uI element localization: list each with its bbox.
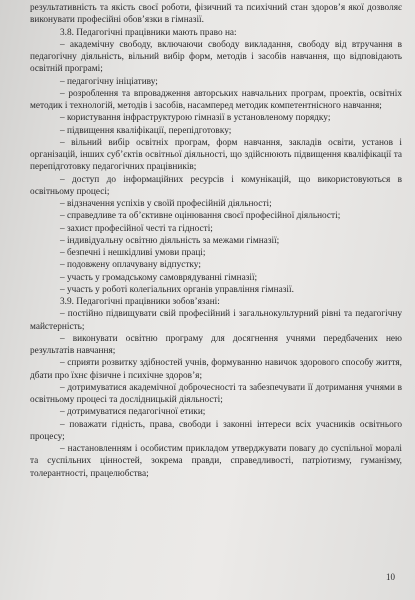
- paragraph: – доступ до інформаційних ресурсів і комунікацій, що використовуються в освітньому процесі;: [30, 174, 402, 197]
- paragraph: – постійно підвищувати свій професійний і загальнокультурний рівні та педагогічну майстерність;: [30, 309, 402, 332]
- paragraph: – користування інфраструктурою гімназії в установленому порядку;: [60, 113, 331, 124]
- document-body: [30, 2, 402, 480]
- paragraph: – дотримуватися педагогічної етики;: [60, 407, 206, 418]
- paragraph: – участь у роботі колегіальних органів управління гімназії.: [60, 284, 294, 295]
- paragraph: – сприяти розвитку здібностей учнів, формуванню навичок здорового способу життя, дбати про їхнє фізичне і психічне здоров’я;: [30, 358, 402, 381]
- paragraph: 3.8. Педагогічні працівники мають право на:: [60, 27, 237, 38]
- paragraph: – справедливе та об’єктивне оцінювання своєї професійної діяльності;: [60, 211, 341, 222]
- paragraph: – поважати гідність, права, свободи і законні інтереси всіх учасників освітнього процесу;: [30, 419, 402, 442]
- paragraph: 3.9. Педагогічні працівники зобов’язані:: [60, 297, 220, 307]
- paragraph: – відзначення успіхів у своїй професійній діяльності;: [60, 199, 272, 209]
- paragraph: – настановленням і особистим прикладом утверджувати повагу до суспільної моралі та суспільних цінностей, зокрема правди, справедливості, патріотизму, гуманізму, толерантності, працелюбства;: [30, 444, 402, 479]
- paragraph: – розроблення та впровадження авторських навчальних програм, проектів, освітніх методик і технологій, методів і засобів, насамперед методик компетентнісного навчання;: [30, 88, 402, 111]
- paragraph: – вільний вибір освітніх програм, форм навчання, закладів освіти, установ і організацій, інших суб’єктів освітньої діяльності, що здійснюють підвищення кваліфікації та перепідготовку педагогічних працівників;: [30, 137, 402, 173]
- paragraph: – педагогічну ініціативу;: [60, 76, 158, 87]
- paragraph: – захист професійної честі та гідності;: [60, 223, 213, 234]
- paragraph: – академічну свободу, включаючи свободу викладання, свободу від втручання в педагогічну діяльність, вільний вибір форм, методів і засобів навчання, що відповідають освітній програмі;: [30, 39, 402, 75]
- paragraph: – дотримуватися академічної доброчесності та забезпечувати її дотримання учнями в освітньому процесі та дослідницькій діяльності;: [30, 382, 402, 405]
- paragraph: – подовжену оплачувану відпустку;: [60, 260, 201, 271]
- page-number: 10: [386, 572, 395, 582]
- paragraph: – виконувати освітню програму для досягнення учнями передбачених нею результатів навчання;: [30, 333, 402, 356]
- paragraph: – безпечні і нешкідливі умови праці;: [60, 248, 206, 258]
- paragraph: результативність та якість своєї роботи, фізичний та психічний стан здоров’я якої дозволяє виконувати професійні обов’язки в гімназії.: [30, 3, 402, 26]
- paragraph: – підвищення кваліфікації, перепідготовку;: [60, 125, 232, 136]
- paragraph: – індивідуальну освітню діяльність за межами гімназії;: [60, 235, 280, 246]
- paragraph: – участь у громадському самоврядуванні гімназії;: [60, 272, 258, 283]
